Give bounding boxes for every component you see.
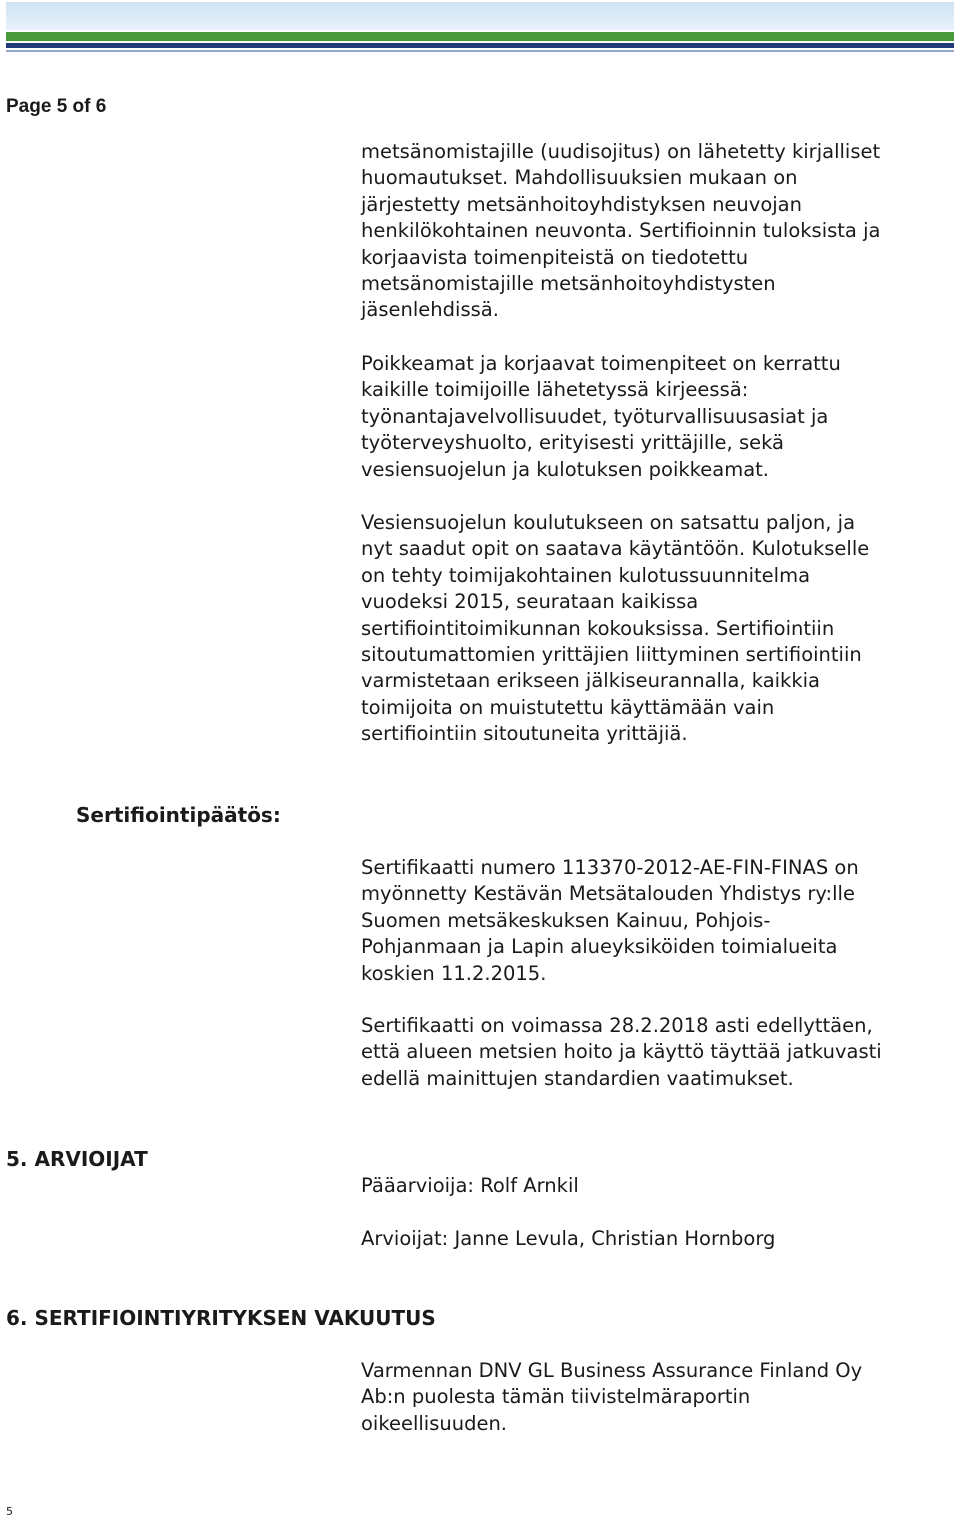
paragraph-certificate-validity: Sertifikaatti on voimassa 28.2.2018 asti edellyttäen, että alueen metsien hoito ja käyttö täyttää jatkuvasti edellä mainittujen standardien vaatimukset. [361,1014,882,1090]
heading-assessors: 5. ARVIOIJAT [6,1147,148,1171]
header-band-navy [6,43,954,48]
heading-certification-decision: Sertifiointipäätös: [76,803,281,827]
header-band-green [6,32,954,41]
header-band-blue [6,2,954,30]
lead-assessor: Pääarvioija: Rolf Arnkil [361,1174,579,1197]
footer-page-number: 5 [6,1505,13,1518]
paragraph-training: Vesiensuojelun koulutukseen on satsattu paljon, ja nyt saadut opit on saatava käytäntöön. Kulotukselle on tehty toimijakohtainen kulotussuunnitelma vuodeksi 2015, seurataan kaikissa sertifiointitoimikunnan kokouksissa. Sertifiointiin sitoutumattomien yrittäjien liittyminen sertifiointiin varmistetaan erikseen jälkiseurannalla, kaikkia toimijoita on muistutettu käyttämään vain sertifiointiin sitoutuneita yrittäjiä. [361,511,870,746]
paragraph-feedback: metsänomistajille (uudisojitus) on lähetetty kirjalliset huomautukset. Mahdollisuuksien mukaan on järjestetty metsänhoitoyhdistyksen neuvojan henkilökohtainen neuvonta. Sertifioinnin tuloksista ja korjaavista toimenpiteistä on tiedotettu metsänomistajille metsänhoitoyhdistysten jäsenlehdissä. [361,140,881,322]
header-rule [6,50,954,52]
paragraph-certificate-number: Sertifikaatti numero 113370-2012-AE-FIN-FINAS on myönnetty Kestävän Metsätalouden Yhdistys ry:lle Suomen metsäkeskuksen Kainuu, Pohjois- Pohjanmaan ja Lapin alueyksiköiden toimialueita koskien 11.2.2015. [361,856,859,985]
heading-certification-body-assurance: 6. SERTIFIOINTIYRITYKSEN VAKUUTUS [6,1306,436,1330]
paragraph-deviations: Poikkeamat ja korjaavat toimenpiteet on kerrattu kaikille toimijoille lähetetyssä kirjeessä: työnantajavelvollisuudet, työturvallisuusasiat ja työterveyshuolto, erityisesti yrittäjille, sekä vesiensuojelun ja kulotuksen poikkeamat. [361,352,841,481]
assessors-list: Arvioijat: Janne Levula, Christian Hornborg [361,1227,776,1250]
paragraph-assurance-statement: Varmennan DNV GL Business Assurance Finland Oy Ab:n puolesta tämän tiivistelmäraportin oikeellisuuden. [361,1359,863,1435]
page-indicator: Page 5 of 6 [6,96,107,117]
